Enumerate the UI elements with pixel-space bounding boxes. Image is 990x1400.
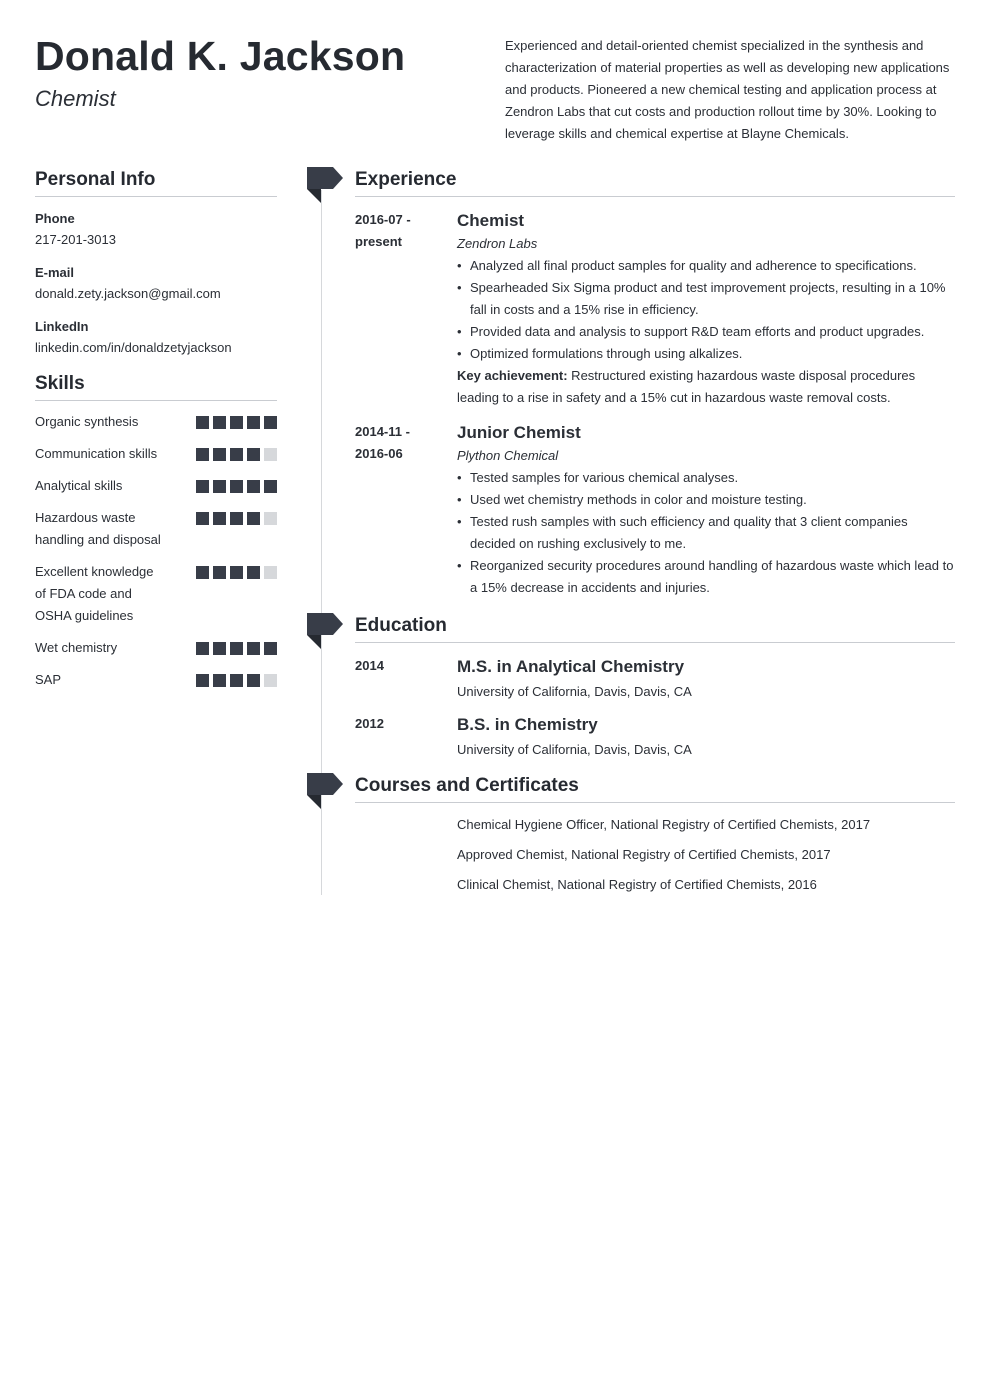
job-bullet: • Reorganized security procedures around handling of hazardous waste which lead to a 15% decrease in accidents and injuries. [457,555,955,599]
education-year: 2012 [355,716,384,731]
job-date-end: 2016-06 [355,446,403,461]
personal-info-heading: Personal Info [35,167,277,197]
education-flag-icon [307,613,343,657]
job-bullet: • Tested samples for various chemical analyses. [457,467,955,489]
skill-level-square [213,416,226,429]
skill-level-square [264,674,277,687]
skill-level-square [264,642,277,655]
skill-level-meter [196,443,277,465]
skill-level-square [213,566,226,579]
skill-level-square [230,416,243,429]
job-entry [355,421,955,599]
education-degree: M.S. in Analytical Chemistry [457,657,685,676]
certificate-item: Approved Chemist, National Registry of Certified Chemists, 2017 [457,847,831,862]
skill-level-square [196,642,209,655]
education-school: University of California, Davis, Davis, CA [457,742,692,757]
education-heading: Education [355,613,955,643]
profile-summary: Experienced and detail-oriented chemist specialized in the synthesis and characterization of material properties as well as developing new applications and products. Pioneered a new chemical testing and application process at Zendron Labs that cut costs and production rollout time by 30%. Looking to leverage skills and chemical expertise at Blayne Chemicals. [505,38,950,141]
skill-level-square [213,512,226,525]
skill-level-square [196,674,209,687]
skill-level-square [264,416,277,429]
linkedin-label: LinkedIn [35,319,89,334]
job-bullets [457,255,955,365]
candidate-name: Donald K. Jackson [35,33,406,79]
job-bullet: • Spearheaded Six Sigma product and test improvement projects, resulting in a 10% fall in costs and a 15% rise in efficiency. [457,277,955,321]
education-entry [355,713,955,761]
job-title: Chemist [35,86,116,111]
education-entry [355,655,955,703]
skill-level-meter [196,411,277,433]
email-label: E-mail [35,265,75,280]
job-company: Plython Chemical [457,448,559,463]
experience-heading: Experience [355,167,955,197]
skill-level-square [230,642,243,655]
skill-name: Wet chemistry [35,640,118,655]
skill-name: SAP [35,672,62,687]
education-section [355,613,955,761]
job-bullets [457,467,955,599]
skill-level-square [264,448,277,461]
skill-level-square [247,642,260,655]
skill-level-square [196,416,209,429]
education-year: 2014 [355,658,384,673]
left-column [35,167,277,691]
job-date [355,421,457,599]
certificate-item: Chemical Hygiene Officer, National Registry of Certified Chemists, 2017 [457,817,871,832]
skill-level-square [196,512,209,525]
phone-value: 217-201-3013 [35,232,116,247]
skill-level-square [247,416,260,429]
skill-row [35,411,277,433]
experience-section [355,167,955,599]
job-date-end: present [355,234,402,249]
skill-row [35,637,277,659]
skill-level-square [230,512,243,525]
job-company: Zendron Labs [457,236,538,251]
job-date-start: 2016-07 - [355,212,411,227]
skill-name: Excellent knowledge of FDA code and OSHA guidelines [35,564,154,623]
job-title-entry: Chemist [457,211,525,230]
skills-heading: Skills [35,371,277,401]
education-degree: B.S. in Chemistry [457,715,598,734]
skill-row [35,443,277,465]
job-bullet: • Used wet chemistry methods in color and moisture testing. [457,489,955,511]
skill-level-square [230,566,243,579]
email-value: donald.zety.jackson@gmail.com [35,286,221,301]
skill-level-square [213,480,226,493]
skill-level-square [264,512,277,525]
courses-flag-icon [307,773,343,817]
skill-level-square [230,448,243,461]
skill-level-square [247,448,260,461]
job-bullet: • Tested rush samples with such efficiency and quality that 3 client companies decided on rushing exclusively to me. [457,511,955,555]
skill-level-meter [196,637,277,659]
skill-level-square [213,674,226,687]
skill-row [35,561,277,627]
skills-list [35,411,277,691]
job-date-start: 2014-11 - [355,424,410,439]
key-achievement [457,365,955,409]
skill-level-square [230,480,243,493]
skill-level-square [247,674,260,687]
skill-level-square [247,566,260,579]
skill-name: Communication skills [35,446,158,461]
education-school: University of California, Davis, Davis, CA [457,684,692,699]
experience-flag-icon [307,167,343,211]
certificate-item: Clinical Chemist, National Registry of Certified Chemists, 2016 [457,877,817,892]
skill-level-meter [196,561,277,627]
skill-name: Organic synthesis [35,414,139,429]
skill-row [35,669,277,691]
skill-level-square [247,512,260,525]
skill-level-square [196,480,209,493]
skill-level-square [264,480,277,493]
key-achievement-text: Restructured existing hazardous waste disposal procedures leading to a rise in safety and a 15% cut in hazardous waste removal costs. [457,368,916,405]
skill-name: Hazardous waste handling and disposal [35,510,161,547]
skill-level-square [264,566,277,579]
skill-row [35,507,277,551]
linkedin-value: linkedin.com/in/donaldzetyjackson [35,340,232,355]
job-bullet: • Optimized formulations through using alkalizes. [457,343,955,365]
job-date [355,209,457,409]
skill-row [35,475,277,497]
courses-heading: Courses and Certificates [355,773,955,803]
skill-level-square [196,448,209,461]
skill-level-square [196,566,209,579]
job-entry [355,209,955,409]
skill-level-square [213,448,226,461]
job-bullet: • Analyzed all final product samples for quality and adherence to specifications. [457,255,955,277]
skill-level-square [247,480,260,493]
key-achievement-label: Key achievement: [457,368,568,383]
phone-label: Phone [35,211,75,226]
skill-level-meter [196,475,277,497]
skill-level-meter [196,669,277,691]
skill-level-square [213,642,226,655]
courses-section [355,773,955,895]
skill-level-meter [196,507,277,551]
skill-level-square [230,674,243,687]
job-title-entry: Junior Chemist [457,423,581,442]
skill-name: Analytical skills [35,478,123,493]
job-bullet: • Provided data and analysis to support R&D team efforts and product upgrades. [457,321,955,343]
